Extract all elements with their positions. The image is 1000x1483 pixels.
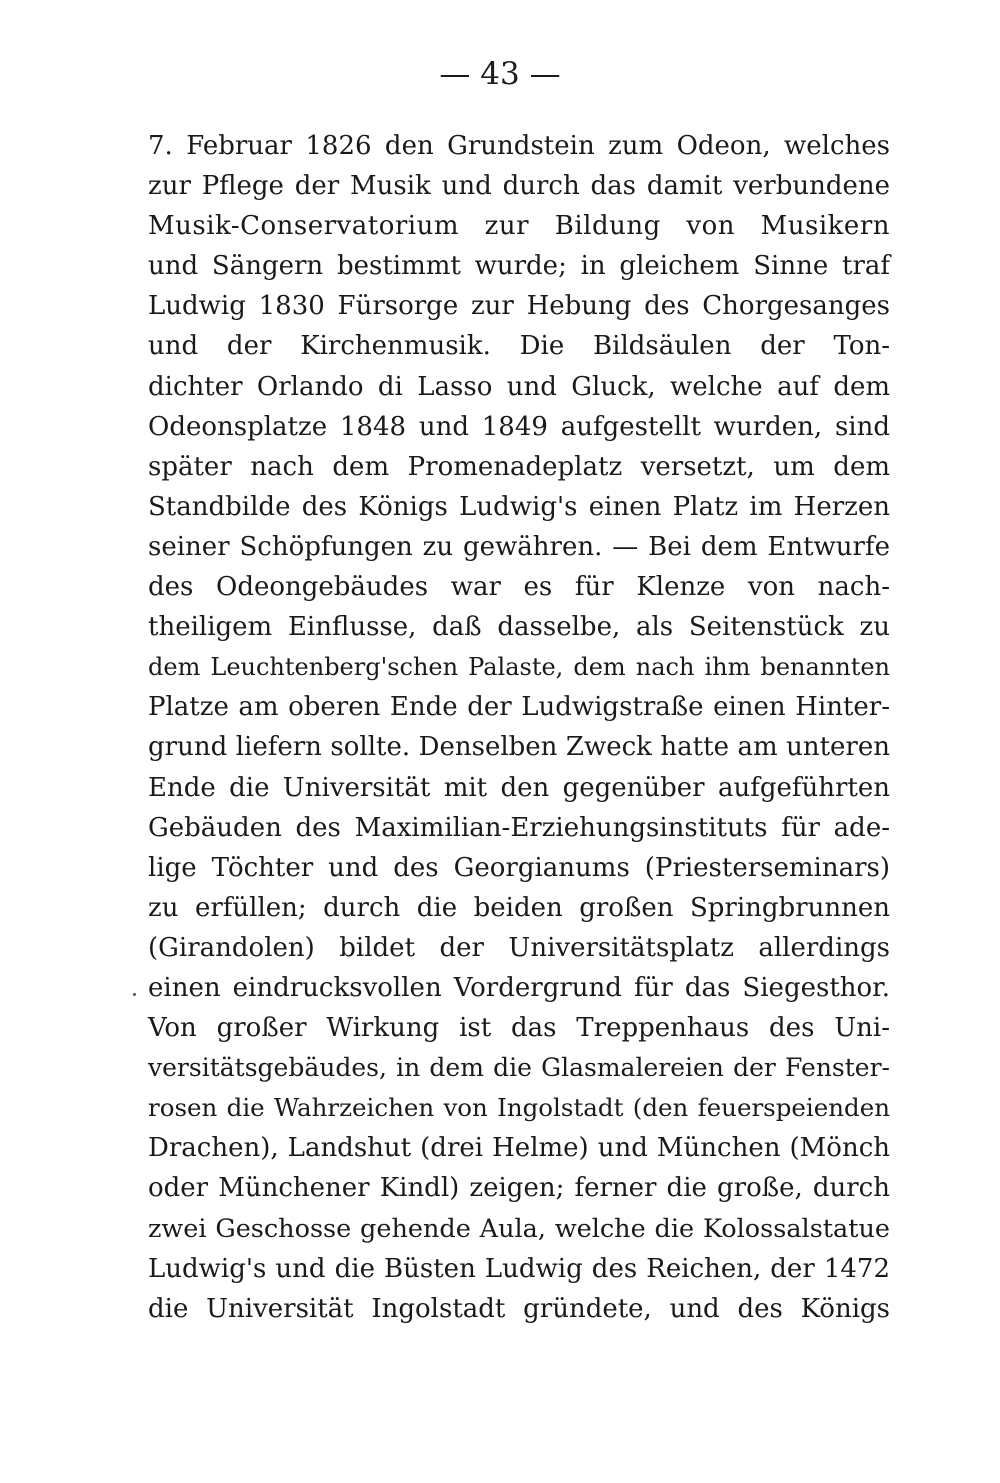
text-line: rosen die Wahrzeichen von Ingolstadt (den feuerspeienden — [148, 1093, 890, 1123]
text-line: des Odeongebäudes war es für Klenze von nach- — [148, 572, 890, 603]
text-line: lige Töchter und des Georgianums (Priesterseminars) — [148, 852, 890, 883]
text-line: Gebäuden des Maximilian-Erziehungsinstituts für ade- — [148, 812, 890, 843]
text-line: Ende die Universität mit den gegenüber aufgeführten — [148, 772, 890, 803]
text-line: grund liefern sollte. Denselben Zweck hatte am unteren — [148, 732, 890, 763]
text-line: zu erfüllen; durch die beiden großen Springbrunnen — [148, 892, 890, 923]
text-line: oder Münchener Kindl) zeigen; ferner die große, durch — [148, 1173, 890, 1204]
text-line: später nach dem Promenadeplatz versetzt, um dem — [148, 451, 890, 482]
text-line: dem Leuchtenberg'schen Palaste, dem nach ihm benannten — [148, 653, 890, 682]
body-text — [148, 126, 890, 1329]
text-line: dichter Orlando di Lasso und Gluck, welche auf dem — [148, 371, 890, 402]
text-line: Musik-Conservatorium zur Bildung von Musikern — [148, 211, 890, 242]
text-line: Drachen), Landshut (drei Helme) und München (Mönch — [148, 1133, 890, 1164]
margin-speck — [133, 993, 136, 996]
text-line: zur Pflege der Musik und durch das damit verbundene — [148, 171, 890, 202]
text-line: Odeonsplatze 1848 und 1849 aufgestellt wurden, sind — [148, 411, 890, 442]
text-line: und der Kirchenmusik. Die Bildsäulen der Ton- — [148, 331, 890, 362]
text-line: theiligem Einflusse, daß dasselbe, als Seitenstück zu — [148, 612, 890, 643]
text-line: Platze am oberen Ende der Ludwigstraße einen Hinter- — [148, 692, 890, 723]
text-line: versitätsgebäudes, in dem die Glasmalereien der Fenster- — [148, 1053, 890, 1083]
text-line: Ludwig's und die Büsten Ludwig des Reichen, der 1472 — [148, 1253, 890, 1284]
text-line: die Universität Ingolstadt gründete, und des Königs — [148, 1293, 890, 1324]
text-line: seiner Schöpfungen zu gewähren. — Bei dem Entwurfe — [148, 531, 890, 562]
page-number: — 43 — — [439, 56, 561, 92]
text-line: und Sängern bestimmt wurde; in gleichem Sinne traf — [148, 251, 890, 282]
text-line: (Girandolen) bildet der Universitätsplatz allerdings — [148, 932, 890, 963]
text-line: Ludwig 1830 Fürsorge zur Hebung des Chorgesanges — [148, 291, 890, 322]
text-line: Von großer Wirkung ist das Treppenhaus des Uni- — [148, 1013, 890, 1044]
text-line: Standbilde des Königs Ludwig's einen Platz im Herzen — [148, 491, 890, 522]
text-line: 7. Februar 1826 den Grundstein zum Odeon, welches — [148, 131, 890, 161]
text-line: einen eindrucksvollen Vordergrund für das Siegesthor. — [148, 972, 890, 1003]
text-line: zwei Geschosse gehende Aula, welche die Kolossalstatue — [148, 1213, 890, 1244]
